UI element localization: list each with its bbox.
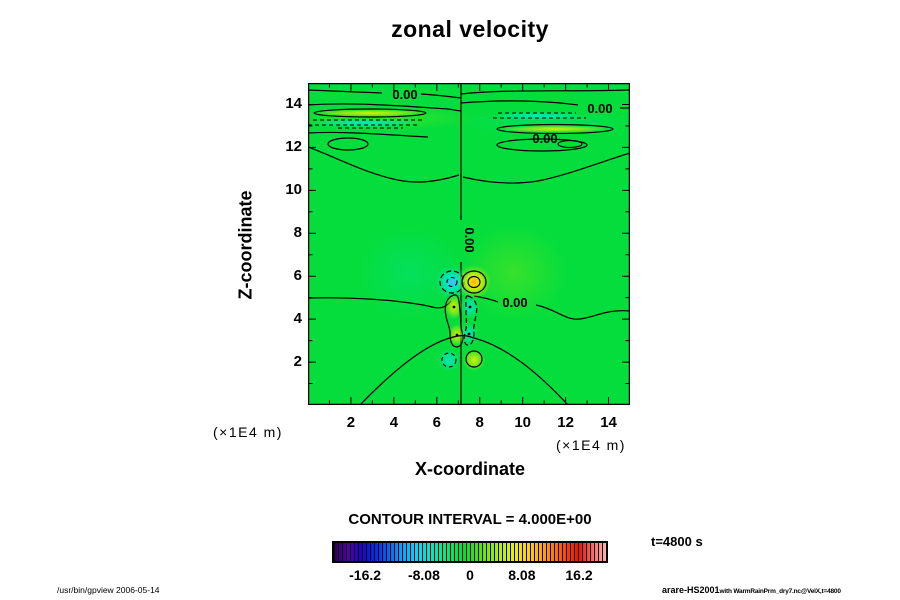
y-tick-label: 2 xyxy=(293,353,302,371)
footer-dataset-label xyxy=(662,585,841,595)
contour-label-rotated: 0.00 xyxy=(462,227,477,253)
colorbar-tick-label: 16.2 xyxy=(565,567,593,583)
footer-command-line: /usr/bin/gpview 2006-05-14 xyxy=(57,585,160,595)
contour-label: 0.00 xyxy=(502,295,528,310)
positive-spot xyxy=(463,349,485,371)
y-tick-label: 10 xyxy=(285,181,302,199)
x-axis-unit-label: (×1E4 m) xyxy=(556,437,626,453)
footer-dataset-sub: with WarmRainPrm_dry7.nc@VelX,t=4800 xyxy=(719,588,841,595)
contour-plot-area xyxy=(308,83,630,405)
x-axis-label: X-coordinate xyxy=(414,459,525,479)
colorbar-tick-label: 0 xyxy=(466,567,474,583)
y-tick-label: 6 xyxy=(293,267,302,285)
x-tick-label: 12 xyxy=(557,414,574,431)
contour-interval-label: CONTOUR INTERVAL = 4.000E+00 xyxy=(348,511,592,528)
y-tick-label: 4 xyxy=(293,310,302,328)
contour-label: 0.00 xyxy=(532,131,558,146)
footer-dataset-main: arare-HS2001 xyxy=(662,585,720,595)
colorbar xyxy=(332,541,608,563)
contour-label: 0.00 xyxy=(392,87,418,102)
contour-label: 0.00 xyxy=(587,101,613,116)
x-tick-label: 2 xyxy=(346,414,356,431)
x-tick-label: 6 xyxy=(432,414,441,431)
x-tick-label: 14 xyxy=(600,414,617,431)
y-tick-label: 12 xyxy=(285,138,302,156)
x-tick-label: 4 xyxy=(389,414,399,431)
positive-cell xyxy=(457,265,491,299)
y-axis-unit-label: (×1E4 m) xyxy=(213,424,283,440)
colorbar-tick-label: -16.2 xyxy=(349,567,382,583)
y-axis-label: Z-coordinate xyxy=(235,190,256,300)
colorbar-tick-labels xyxy=(332,567,608,585)
y-tick-label: 8 xyxy=(293,224,302,242)
time-label: t=4800 s xyxy=(651,534,703,549)
negative-spot xyxy=(438,349,460,371)
colorbar-gradient xyxy=(334,543,606,561)
page-title: zonal velocity xyxy=(391,16,549,42)
y-tick-label: 14 xyxy=(285,95,302,113)
x-tick-label: 8 xyxy=(475,414,484,431)
x-tick-label: 10 xyxy=(514,414,531,431)
colorbar-tick-label: 8.08 xyxy=(508,567,536,583)
colorbar-tick-label: -8.08 xyxy=(407,567,440,583)
contour-plot-svg xyxy=(308,83,630,405)
